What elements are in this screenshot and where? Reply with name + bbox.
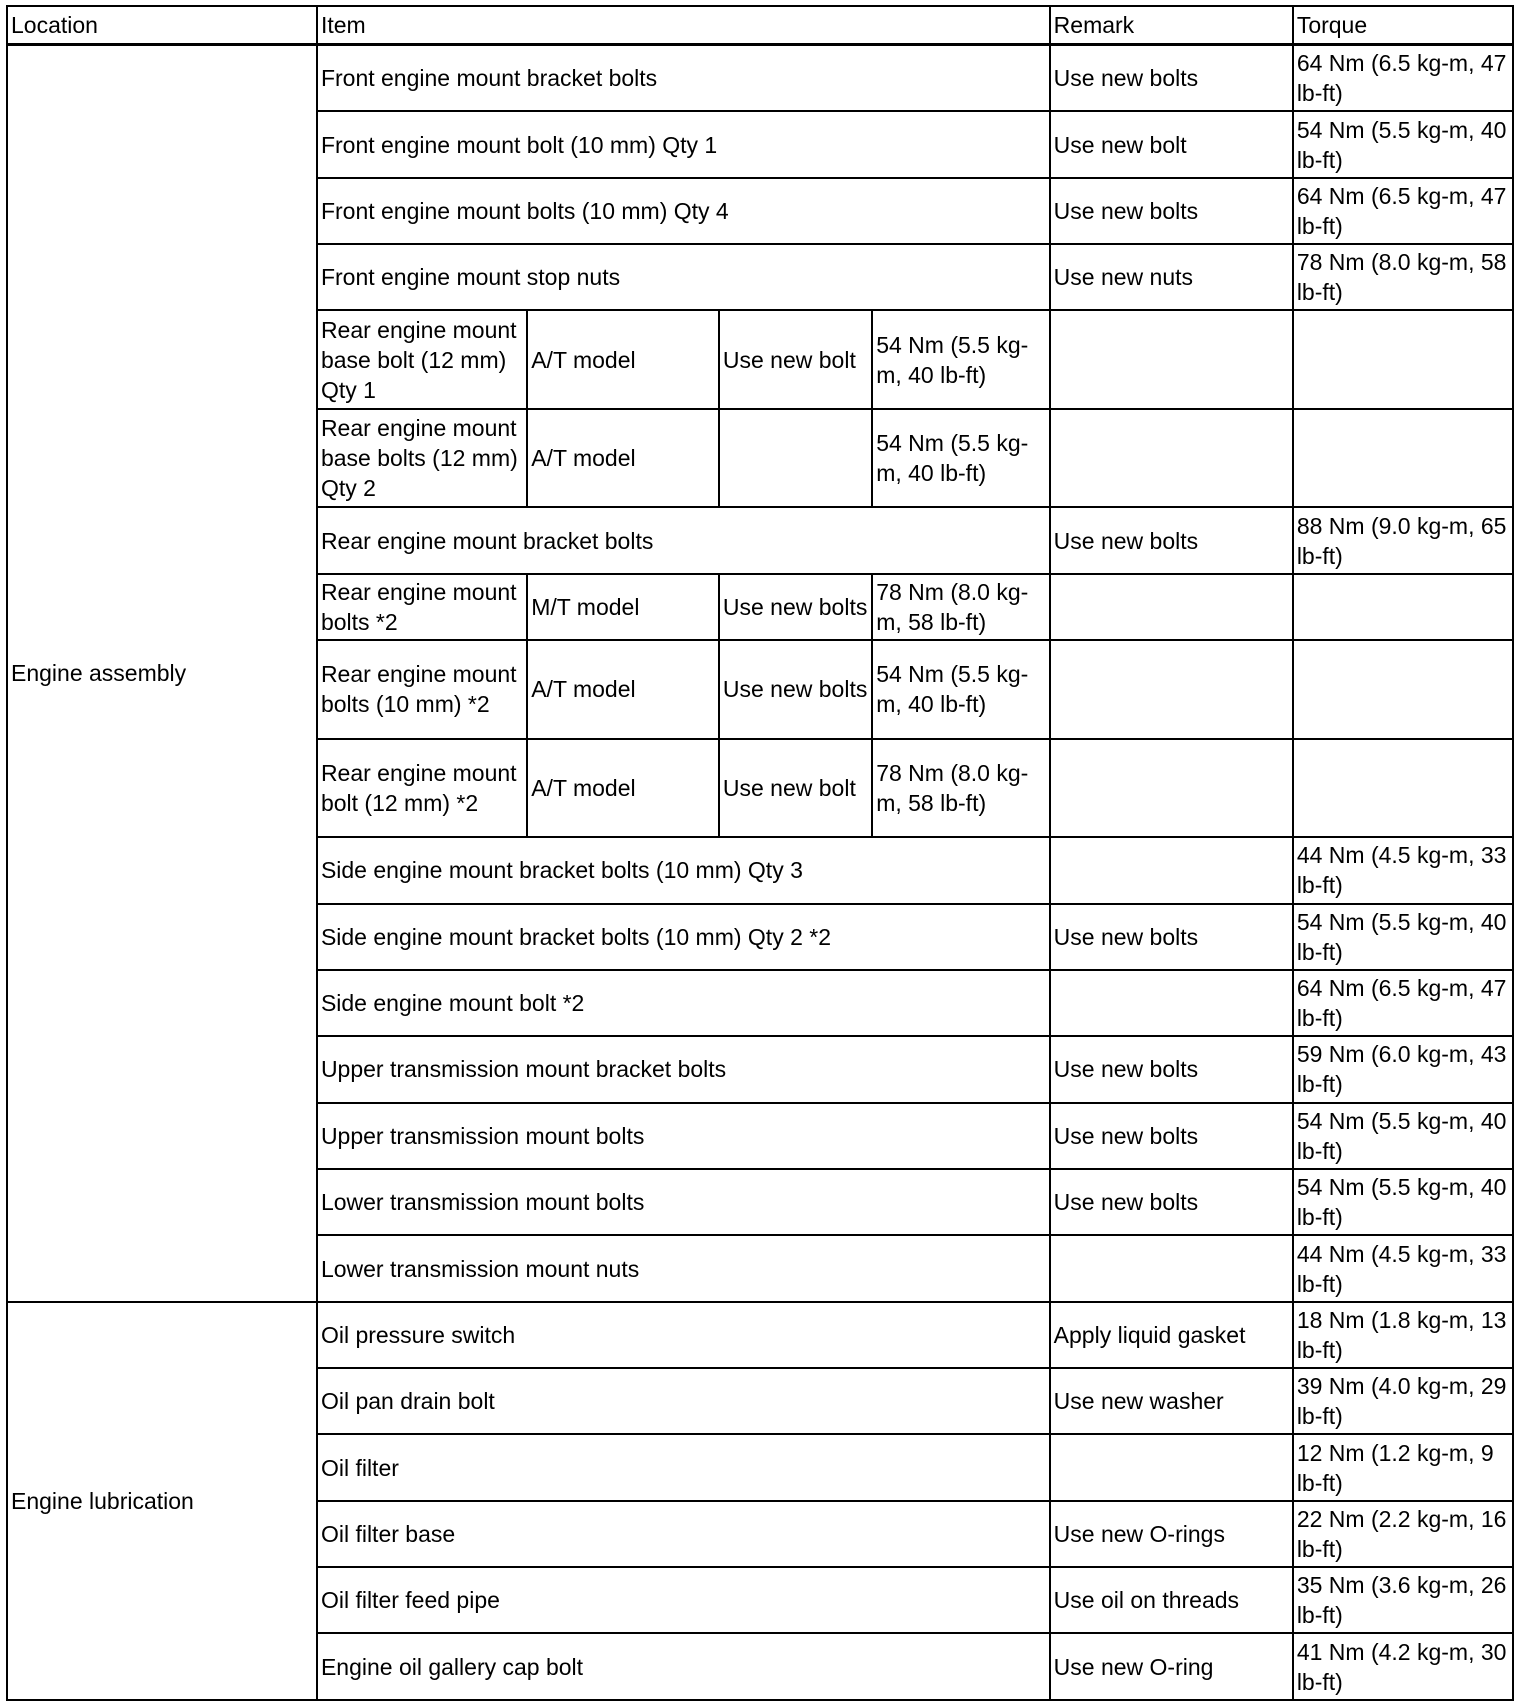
torque-cell: 12 Nm (1.2 kg-m, 9 lb-ft) <box>1293 1434 1513 1500</box>
nested-item-cell: Rear engine mount base bolts (12 mm) Qty 2 <box>317 409 527 508</box>
location-cell: Engine lubrication <box>7 1302 317 1700</box>
nested-torque-cell: 54 Nm (5.5 kg-m, 40 lb-ft) <box>872 310 1049 409</box>
nested-model-cell: M/T model <box>527 574 719 640</box>
location-cell: Engine assembly <box>7 45 317 1302</box>
nested-torque-cell: 78 Nm (8.0 kg-m, 58 lb-ft) <box>872 574 1049 640</box>
torque-spec-table <box>6 5 1514 1701</box>
item-cell: Oil filter base <box>317 1501 1050 1567</box>
remark-cell: Use new bolts <box>1050 45 1293 112</box>
table-row <box>7 1302 1513 1368</box>
nested-torque-cell: 78 Nm (8.0 kg-m, 58 lb-ft) <box>872 739 1049 838</box>
nested-remark-cell: Use new bolts <box>719 574 872 640</box>
remark-cell <box>1050 837 1293 903</box>
remark-cell: Apply liquid gasket <box>1050 1302 1293 1368</box>
torque-cell: 44 Nm (4.5 kg-m, 33 lb-ft) <box>1293 1235 1513 1301</box>
item-cell: Oil filter <box>317 1434 1050 1500</box>
remark-cell <box>1050 970 1293 1036</box>
remark-cell: Use new bolts <box>1050 178 1293 244</box>
torque-cell: 59 Nm (6.0 kg-m, 43 lb-ft) <box>1293 1036 1513 1102</box>
header-row <box>7 6 1513 45</box>
nested-item-cell: Rear engine mount bolt (12 mm) *2 <box>317 739 527 838</box>
remark-cell: Use new bolts <box>1050 1169 1293 1235</box>
torque-cell: 22 Nm (2.2 kg-m, 16 lb-ft) <box>1293 1501 1513 1567</box>
nested-remark-cell <box>719 409 872 508</box>
nested-model-cell: A/T model <box>527 409 719 508</box>
torque-cell <box>1293 739 1513 838</box>
header-location: Location <box>7 6 317 45</box>
nested-remark-cell: Use new bolts <box>719 640 872 739</box>
item-cell: Upper transmission mount bracket bolts <box>317 1036 1050 1102</box>
item-cell: Lower transmission mount nuts <box>317 1235 1050 1301</box>
item-cell: Side engine mount bolt *2 <box>317 970 1050 1036</box>
remark-cell: Use new O-rings <box>1050 1501 1293 1567</box>
torque-cell <box>1293 640 1513 739</box>
remark-cell <box>1050 310 1293 409</box>
remark-cell: Use new bolts <box>1050 904 1293 970</box>
torque-cell: 54 Nm (5.5 kg-m, 40 lb-ft) <box>1293 904 1513 970</box>
header-item: Item <box>317 6 1050 45</box>
remark-cell <box>1050 409 1293 508</box>
torque-cell: 44 Nm (4.5 kg-m, 33 lb-ft) <box>1293 837 1513 903</box>
nested-model-cell: A/T model <box>527 739 719 838</box>
torque-cell: 54 Nm (5.5 kg-m, 40 lb-ft) <box>1293 111 1513 177</box>
torque-cell: 64 Nm (6.5 kg-m, 47 lb-ft) <box>1293 45 1513 112</box>
header-torque: Torque <box>1293 6 1513 45</box>
item-cell: Front engine mount bolt (10 mm) Qty 1 <box>317 111 1050 177</box>
torque-cell: 54 Nm (5.5 kg-m, 40 lb-ft) <box>1293 1103 1513 1169</box>
remark-cell: Use new bolts <box>1050 1036 1293 1102</box>
item-cell: Engine oil gallery cap bolt <box>317 1633 1050 1700</box>
torque-cell <box>1293 574 1513 640</box>
item-cell: Front engine mount stop nuts <box>317 244 1050 310</box>
nested-model-cell: A/T model <box>527 310 719 409</box>
remark-cell: Use new bolts <box>1050 507 1293 573</box>
torque-cell: 88 Nm (9.0 kg-m, 65 lb-ft) <box>1293 507 1513 573</box>
item-cell: Front engine mount bolts (10 mm) Qty 4 <box>317 178 1050 244</box>
torque-cell <box>1293 409 1513 508</box>
item-cell: Upper transmission mount bolts <box>317 1103 1050 1169</box>
nested-model-cell: A/T model <box>527 640 719 739</box>
nested-remark-cell: Use new bolt <box>719 739 872 838</box>
nested-item-cell: Rear engine mount bolts (10 mm) *2 <box>317 640 527 739</box>
table-row <box>7 45 1513 112</box>
nested-remark-cell: Use new bolt <box>719 310 872 409</box>
remark-cell: Use new washer <box>1050 1368 1293 1434</box>
remark-cell: Use oil on threads <box>1050 1567 1293 1633</box>
item-cell: Oil pan drain bolt <box>317 1368 1050 1434</box>
torque-cell: 64 Nm (6.5 kg-m, 47 lb-ft) <box>1293 178 1513 244</box>
torque-cell <box>1293 310 1513 409</box>
nested-torque-cell: 54 Nm (5.5 kg-m, 40 lb-ft) <box>872 640 1049 739</box>
remark-cell: Use new nuts <box>1050 244 1293 310</box>
item-cell: Side engine mount bracket bolts (10 mm) Qty 2 *2 <box>317 904 1050 970</box>
remark-cell <box>1050 1434 1293 1500</box>
remark-cell <box>1050 739 1293 838</box>
remark-cell: Use new O-ring <box>1050 1633 1293 1700</box>
torque-cell: 35 Nm (3.6 kg-m, 26 lb-ft) <box>1293 1567 1513 1633</box>
header-remark: Remark <box>1050 6 1293 45</box>
remark-cell: Use new bolts <box>1050 1103 1293 1169</box>
nested-item-cell: Rear engine mount base bolt (12 mm) Qty 1 <box>317 310 527 409</box>
torque-cell: 78 Nm (8.0 kg-m, 58 lb-ft) <box>1293 244 1513 310</box>
remark-cell <box>1050 574 1293 640</box>
torque-cell: 41 Nm (4.2 kg-m, 30 lb-ft) <box>1293 1633 1513 1700</box>
nested-torque-cell: 54 Nm (5.5 kg-m, 40 lb-ft) <box>872 409 1049 508</box>
item-cell: Rear engine mount bracket bolts <box>317 507 1050 573</box>
torque-cell: 54 Nm (5.5 kg-m, 40 lb-ft) <box>1293 1169 1513 1235</box>
remark-cell <box>1050 640 1293 739</box>
torque-cell: 18 Nm (1.8 kg-m, 13 lb-ft) <box>1293 1302 1513 1368</box>
remark-cell <box>1050 1235 1293 1301</box>
item-cell: Oil filter feed pipe <box>317 1567 1050 1633</box>
nested-item-cell: Rear engine mount bolts *2 <box>317 574 527 640</box>
item-cell: Front engine mount bracket bolts <box>317 45 1050 112</box>
remark-cell: Use new bolt <box>1050 111 1293 177</box>
torque-cell: 39 Nm (4.0 kg-m, 29 lb-ft) <box>1293 1368 1513 1434</box>
item-cell: Lower transmission mount bolts <box>317 1169 1050 1235</box>
item-cell: Side engine mount bracket bolts (10 mm) Qty 3 <box>317 837 1050 903</box>
torque-cell: 64 Nm (6.5 kg-m, 47 lb-ft) <box>1293 970 1513 1036</box>
item-cell: Oil pressure switch <box>317 1302 1050 1368</box>
